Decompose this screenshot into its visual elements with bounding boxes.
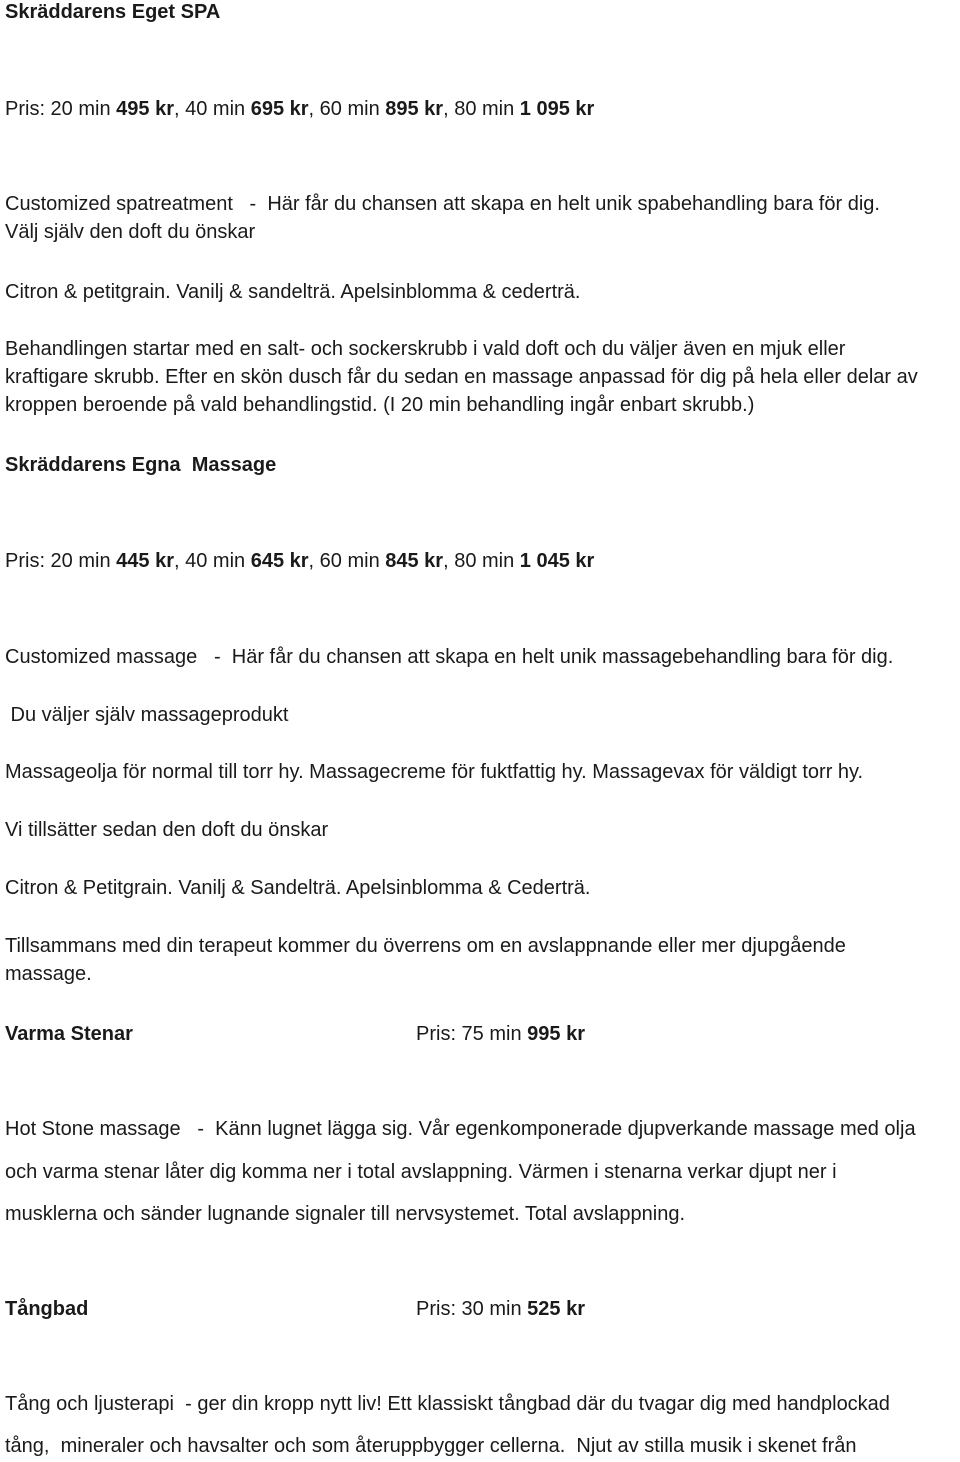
stones-description: Hot Stone massage - Känn lugnet lägga sig. Vår egenkomponerade djupverkande massage med olja: [5, 1118, 916, 1140]
massage-title: Skräddarens Egna Massage: [5, 454, 277, 476]
spa-body: Behandlingen startar med en salt- och sockerskrubb i vald doft och du väljer även en mjuk eller: [5, 338, 846, 360]
spa-price-80: 1 095 kr: [519, 98, 595, 120]
seaweed-price: [416, 1295, 585, 1323]
seaweed-description-line2: tång, mineraler och havsalter och som återuppbygger cellerna. Njut av stilla musik i skenet från: [5, 1435, 857, 1457]
spa-price-sep: , 60 min: [308, 98, 386, 120]
massage-price-60: 845 kr: [385, 550, 444, 572]
massage-price-80: 1 045 kr: [519, 550, 595, 572]
stones-title: Varma Stenar: [5, 1023, 133, 1045]
spa-price-20: 495 kr: [116, 98, 174, 120]
spa-price-line: [5, 95, 594, 123]
spa-body-line3: kroppen beroende på vald behandlingstid. (I 20 min behandling ingår enbart skrubb.): [5, 394, 755, 416]
spa-description: Customized spatreatment - Här får du chansen att skapa en helt unik spabehandling bara för dig.: [5, 193, 880, 215]
massage-together: Tillsammans med din terapeut kommer du överrens om en avslappnande eller mer djupgående: [5, 935, 846, 957]
massage-scent-intro: Vi tillsätter sedan den doft du önskar: [5, 819, 329, 841]
spa-body-line2: kraftigare skrubb. Efter en skön dusch får du sedan en massage anpassad för dig på hela eller delar av: [5, 366, 918, 388]
spa-price-prefix: Pris: 20 min: [5, 98, 117, 120]
stones-description-line2: och varma stenar låter dig komma ner i total avslappning. Värmen i stenarna verkar djupt ner i: [5, 1161, 837, 1183]
massage-price-sep: , 40 min: [174, 550, 251, 572]
massage-products: Massageolja för normal till torr hy. Massagecreme för fuktfattig hy. Massagevax för väldigt torr hy.: [5, 761, 864, 783]
massage-description: Customized massage - Här får du chansen att skapa en helt unik massagebehandling bara för dig.: [5, 646, 894, 668]
spa-scents: Citron & petitgrain. Vanilj & sandelträ. Apelsinblomma & cederträ.: [5, 281, 581, 303]
spa-price-sep: , 40 min: [174, 98, 251, 120]
massage-price-40: 645 kr: [250, 550, 309, 572]
seaweed-title: Tångbad: [5, 1298, 89, 1320]
massage-price-sep: , 60 min: [308, 550, 386, 572]
stones-price-prefix: Pris: 75 min: [416, 1023, 528, 1045]
massage-price-sep: , 80 min: [443, 550, 520, 572]
massage-product-intro: Du väljer själv massageprodukt: [5, 704, 289, 726]
stones-price: [416, 1020, 585, 1048]
massage-price-prefix: Pris: 20 min: [5, 550, 117, 572]
massage-together-line2: massage.: [5, 963, 92, 985]
massage-scents: Citron & Petitgrain. Vanilj & Sandelträ. Apelsinblomma & Cederträ.: [5, 877, 591, 899]
massage-price-20: 445 kr: [116, 550, 174, 572]
spa-price-60: 895 kr: [385, 98, 444, 120]
spa-price-sep: , 80 min: [443, 98, 520, 120]
seaweed-description: Tång och ljusterapi - ger din kropp nytt liv! Ett klassiskt tångbad där du tvagar dig med handplockad: [5, 1393, 890, 1415]
massage-price-line: [5, 547, 594, 575]
spa-title: Skräddarens Eget SPA: [5, 1, 221, 23]
seaweed-price-value: 525 kr: [527, 1298, 585, 1320]
stones-price-value: 995 kr: [527, 1023, 585, 1045]
spa-price-40: 695 kr: [250, 98, 309, 120]
stones-description-line3: musklerna och sänder lugnande signaler till nervsystemet. Total avslappning.: [5, 1203, 686, 1225]
seaweed-price-prefix: Pris: 30 min: [416, 1298, 528, 1320]
spa-description-line2: Välj själv den doft du önskar: [5, 221, 256, 243]
